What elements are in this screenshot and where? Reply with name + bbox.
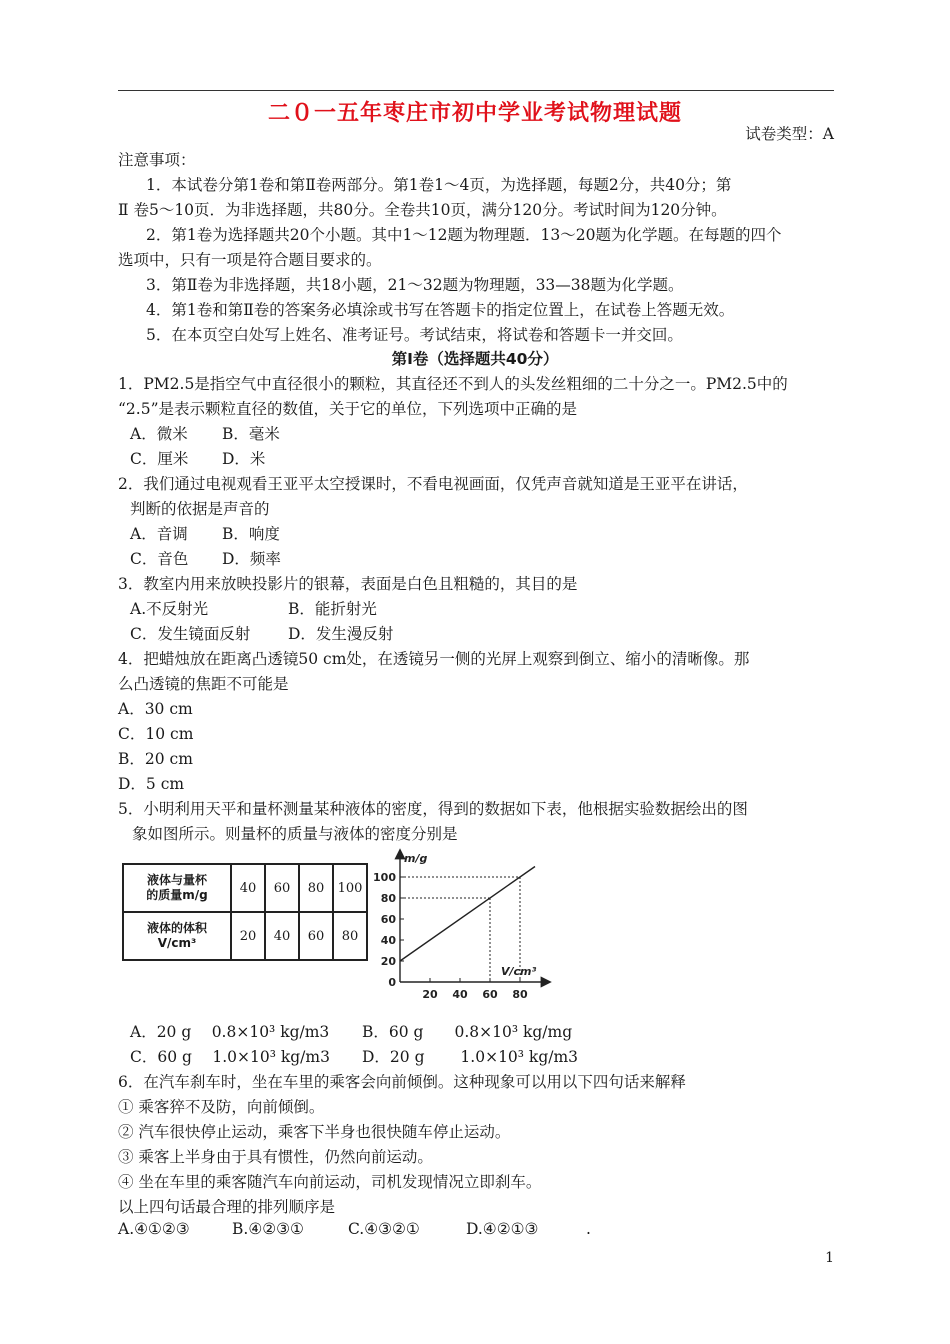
x-tick-label: 40 — [452, 988, 468, 1001]
y-tick-label: 40 — [380, 934, 396, 947]
question-3-option-a: A.不反射光 — [130, 600, 209, 618]
x-tick-label: 20 — [422, 988, 438, 1001]
x-axis-label: V/cm³ — [501, 965, 537, 978]
question-3-option-d: D．发生漫反射 — [288, 625, 394, 643]
question-6-statement-1: ① 乘客猝不及防，向前倾倒。 — [118, 1098, 325, 1116]
question-2-option-a: A．音调 — [130, 525, 188, 543]
question-2-stem-cont: 判断的依据是声音的 — [130, 500, 270, 518]
x-tick-label: 80 — [512, 988, 528, 1001]
page-number: 1 — [825, 1250, 834, 1266]
y-tick-label: 20 — [380, 955, 396, 968]
table-label-line: 液体的体积 — [146, 921, 207, 935]
data-table — [122, 863, 368, 961]
table-cell: 20 — [231, 912, 265, 960]
question-2-option-d: D．频率 — [222, 550, 281, 568]
question-6-option-a: A.④①②③ — [118, 1220, 190, 1238]
section-title: 第Ⅰ卷（选择题共40分） — [391, 350, 559, 368]
table-cell: 40 — [265, 912, 299, 960]
question-5-option-a: A．20 g 0.8×10³ kg/m3 — [130, 1023, 330, 1041]
question-5-option-d: D．20 g 1.0×10³ kg/m3 — [362, 1048, 579, 1066]
question-1-option-d: D．米 — [222, 450, 266, 468]
notice-line: 2．第1卷为选择题共20个小题。其中1～12题为物理题．13～20题为化学题。在每题的四个 — [146, 226, 782, 244]
y-tick-label: 100 — [373, 871, 396, 884]
question-2-stem: 2．我们通过电视观看王亚平太空授课时，不看电视画面，仅凭声音就知道是王亚平在讲话， — [118, 475, 748, 493]
question-1-option-c: C．厘米 — [130, 450, 189, 468]
y-axis-label: m/g — [404, 852, 428, 865]
table-label-line: 的质量m/g — [146, 888, 208, 902]
question-6-option-c: C.④③②① — [348, 1220, 420, 1238]
notice-line: 选项中，只有一项是符合题目要求的。 — [118, 251, 382, 269]
notice-line: 4．第1卷和第Ⅱ卷的答案务必填涂或书写在答题卡的指定位置上，在试卷上答题无效。 — [146, 301, 735, 319]
question-6-statement-3: ③ 乘客上半身由于具有惯性，仍然向前运动。 — [118, 1148, 433, 1166]
table-label-line: V/cm³ — [157, 936, 197, 950]
question-6-statement-2: ② 汽车很快停止运动，乘客下半身也很快随车停止运动。 — [118, 1123, 511, 1141]
y-tick-label: 60 — [380, 913, 396, 926]
question-4-option-a: A．30 cm — [118, 700, 193, 718]
question-2-option-c: C．音色 — [130, 550, 189, 568]
question-1-stem: 1．PM2.5是指空气中直径很小的颗粒，其直径还不到人的头发丝粗细的二十分之一。PM2.5中的 — [118, 375, 788, 393]
notice-line: 5．在本页空白处写上姓名、准考证号。考试结束，将试卷和答题卡一并交回。 — [146, 326, 683, 344]
question-4-option-d: D．5 cm — [118, 775, 185, 793]
y-tick-label: 0 — [388, 976, 396, 989]
question-6-stem: 6．在汽车刹车时，坐在车里的乘客会向前倾倒。这种现象可以用以下四句话来解释 — [118, 1073, 686, 1091]
question-3-option-b: B．能折射光 — [288, 600, 377, 618]
question-1-stem-cont: “2.5”是表示颗粒直径的数值，关于它的单位，下列选项中正确的是 — [118, 400, 578, 418]
question-4-option-b: B．20 cm — [118, 750, 193, 768]
header-rule — [118, 90, 834, 91]
x-tick-label: 60 — [482, 988, 498, 1001]
mass-volume-graph — [368, 843, 568, 1003]
question-4-stem: 4．把蜡烛放在距离凸透镜50 cm处，在透镜另一侧的光屏上观察到倒立、缩小的清晰像。那 — [118, 650, 750, 668]
table-cell: 40 — [231, 864, 265, 912]
question-5-stem: 5．小明利用天平和量杯测量某种液体的密度，得到的数据如下表，他根据实验数据绘出的图 — [118, 800, 748, 818]
question-2-option-b: B．响度 — [222, 525, 280, 543]
question-3-stem: 3．教室内用来放映投影片的银幕，表面是白色且粗糙的，其目的是 — [118, 575, 578, 593]
table-cell: 80 — [299, 864, 333, 912]
notice-heading: 注意事项： — [118, 151, 196, 169]
question-5-option-c: C．60 g 1.0×10³ kg/m3 — [130, 1048, 330, 1066]
y-tick-label: 80 — [380, 892, 396, 905]
question-4-stem-cont: 么凸透镜的焦距不可能是 — [118, 675, 289, 693]
question-4-option-c: C．10 cm — [118, 725, 194, 743]
question-3-option-c: C．发生镜面反射 — [130, 625, 251, 643]
question-1-option-b: B．毫米 — [222, 425, 280, 443]
question-5-stem-cont: 象如图所示。则量杯的质量与液体的密度分别是 — [132, 825, 458, 843]
page-title: 二０一五年枣庄市初中学业考试物理试题 — [267, 101, 682, 126]
table-row-label — [123, 912, 231, 960]
table-cell: 100 — [333, 864, 367, 912]
series-line — [400, 867, 535, 962]
question-1-option-a: A．微米 — [130, 425, 188, 443]
notice-line: Ⅱ 卷5～10页．为非选择题，共80分。全卷共10页，满分120分。考试时间为120分钟。 — [118, 201, 727, 219]
question-6-stem-cont: 以上四句话最合理的排列顺序是 — [118, 1198, 336, 1216]
question-6-statement-4: ④ 坐在车里的乘客随汽车向前运动，司机发现情况立即刹车。 — [118, 1173, 542, 1191]
table-cell: 80 — [333, 912, 367, 960]
table-cell: 60 — [299, 912, 333, 960]
paper-type: 试卷类型：A — [745, 125, 834, 143]
question-6-option-b: B.④②③① — [232, 1220, 304, 1238]
trailing-dot: . — [586, 1220, 591, 1238]
table-cell: 60 — [265, 864, 299, 912]
table-row-label — [123, 864, 231, 912]
notice-line: 3．第Ⅱ卷为非选择题，共18小题，21～32题为物理题，33—38题为化学题。 — [146, 276, 684, 294]
question-5-option-b: B．60 g 0.8×10³ kg/mg — [362, 1023, 573, 1041]
table-row — [123, 912, 367, 960]
table-label-line: 液体与量杯 — [146, 873, 207, 887]
notice-line: 1．本试卷分第1卷和第Ⅱ卷两部分。第1卷1～4页，为选择题，每题2分，共40分；第 — [146, 176, 732, 194]
question-6-option-d: D.④②①③ — [466, 1220, 539, 1238]
table-row — [123, 864, 367, 912]
